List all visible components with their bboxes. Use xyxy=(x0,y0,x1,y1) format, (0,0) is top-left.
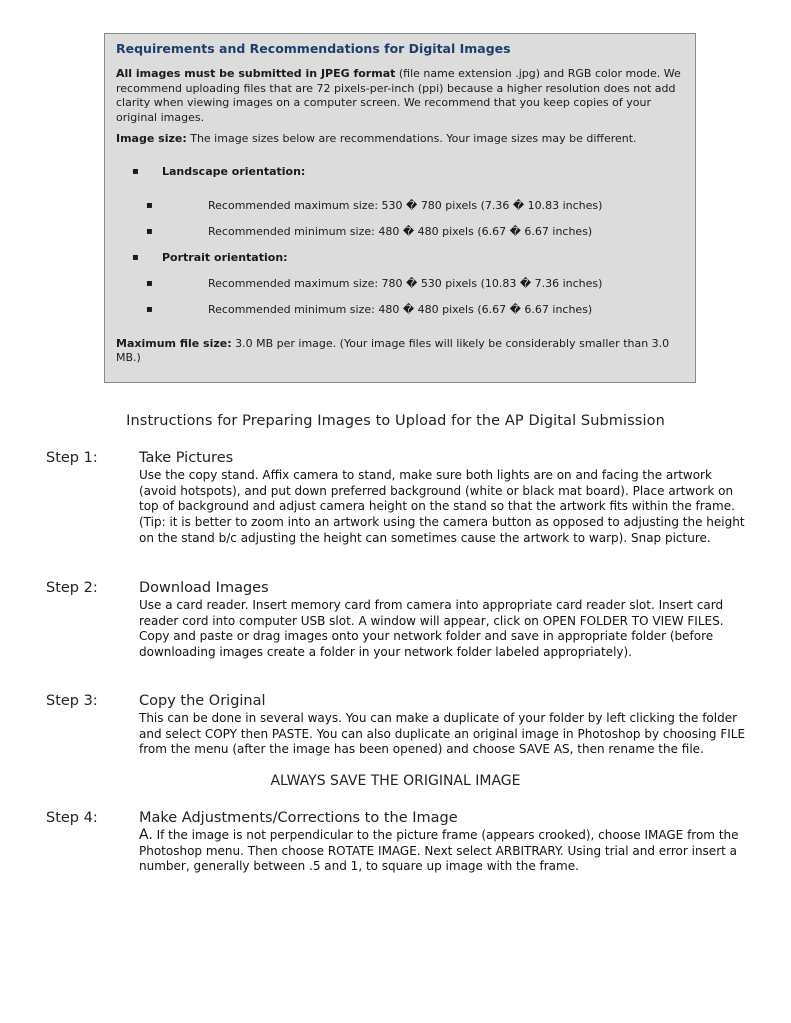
landscape-label: Landscape orientation: xyxy=(162,164,306,178)
step-label: Step 4: xyxy=(46,810,98,826)
file-size-paragraph xyxy=(116,337,685,366)
landscape-min-text: Recommended minimum size: 480 � 480 pixels (6.67 � 6.67 inches) xyxy=(208,224,593,238)
landscape-item xyxy=(132,164,685,179)
landscape-max-text: Recommended maximum size: 530 � 780 pixels (7.36 � 10.83 inches) xyxy=(208,198,603,212)
bullet-icon: ▪ xyxy=(132,165,139,177)
image-size-text: The image sizes below are recommendations. Your image sizes may be different. xyxy=(186,132,637,145)
step-heading: Copy the Original xyxy=(139,693,266,709)
document-title: Instructions for Preparing Images to Upload for the AP Digital Submission xyxy=(126,413,665,429)
always-save-notice: ALWAYS SAVE THE ORIGINAL IMAGE xyxy=(270,773,521,789)
step-label: Step 2: xyxy=(46,580,98,596)
step-heading: Download Images xyxy=(139,580,269,596)
portrait-label: Portrait orientation: xyxy=(162,250,288,264)
file-size-text: 3.0 MB per image. (Your image files will likely be considerably smaller than 3.0 MB.) xyxy=(116,336,670,364)
step-body xyxy=(139,828,749,875)
image-size-bold: Image size: xyxy=(116,132,187,145)
step-body: This can be done in several ways. You can make a duplicate of your folder by left clicking the folder and select COPY then PASTE. You can also duplicate an original image in Photoshop by choosing FILE from the menu (after the image has been opened) and choose SAVE AS, then rename the file. xyxy=(139,711,746,757)
step-label: Step 3: xyxy=(46,693,98,709)
step-heading: Make Adjustments/Corrections to the Image xyxy=(139,810,458,826)
portrait-max-text: Recommended maximum size: 780 � 530 pixels (10.83 � 7.36 inches) xyxy=(208,276,603,290)
step-label: Step 1: xyxy=(46,450,98,466)
portrait-min-item xyxy=(146,302,685,317)
portrait-min-text: Recommended minimum size: 480 � 480 pixels (6.67 � 6.67 inches) xyxy=(208,302,593,316)
jpeg-paragraph xyxy=(116,67,685,125)
bullet-icon: ▪ xyxy=(146,303,153,315)
step-body: Use a card reader. Insert memory card from camera into appropriate card reader slot. Insert card reader cord into computer USB slot. A window will appear, click on OPEN FOLDER TO VIEW FILES. Copy and paste or drag images onto your network folder and save in appropriate folder (before downloading images create a folder in your network folder labeled appropriately). xyxy=(139,598,724,660)
jpeg-bold-text: All images must be submitted in JPEG format xyxy=(116,67,396,80)
bullet-icon: ▪ xyxy=(132,251,139,263)
landscape-min-item xyxy=(146,224,685,239)
bullet-icon: ▪ xyxy=(146,277,153,289)
step-body-text: If the image is not perpendicular to the picture frame (appears crooked), choose IMAGE from the Photoshop menu. Then choose ROTATE IMAGE. Next select ARBITRARY. Using trial and error insert a number, generally between .5 and 1, to square up image with the frame. xyxy=(139,828,739,874)
requirements-box xyxy=(104,33,696,383)
step-body: Use the copy stand. Affix camera to stand, make sure both lights are on and facing the artwork (avoid hotspots), and put down preferred background (white or black mat board). Place artwork on top of background and adjust camera height on the stand so that the artwork fits within the frame. (Tip: it is better to zoom into an artwork using the camera button as opposed to adjusting the height on the stand b/c adjusting the height can sometimes cause the artwork to warp). Snap picture. xyxy=(139,468,745,545)
image-size-paragraph xyxy=(116,132,685,147)
step-heading: Take Pictures xyxy=(139,450,234,466)
portrait-item xyxy=(132,250,685,265)
landscape-max-item xyxy=(146,198,685,213)
file-size-bold: Maximum file size: xyxy=(116,336,232,350)
step-body-letter: A. xyxy=(139,827,153,843)
bullet-icon: ▪ xyxy=(146,199,153,211)
portrait-max-item xyxy=(146,276,685,291)
bullet-icon: ▪ xyxy=(146,225,153,237)
jpeg-text: (file name extension .jpg) and RGB color mode. We recommend uploading files that are 72 pixels-per-inch (ppi) because a higher resolution does not add clarity when viewing images on a computer screen. We recommend that you keep copies of your original images. xyxy=(116,67,681,124)
requirements-title: Requirements and Recommendations for Digital Images xyxy=(116,41,511,56)
